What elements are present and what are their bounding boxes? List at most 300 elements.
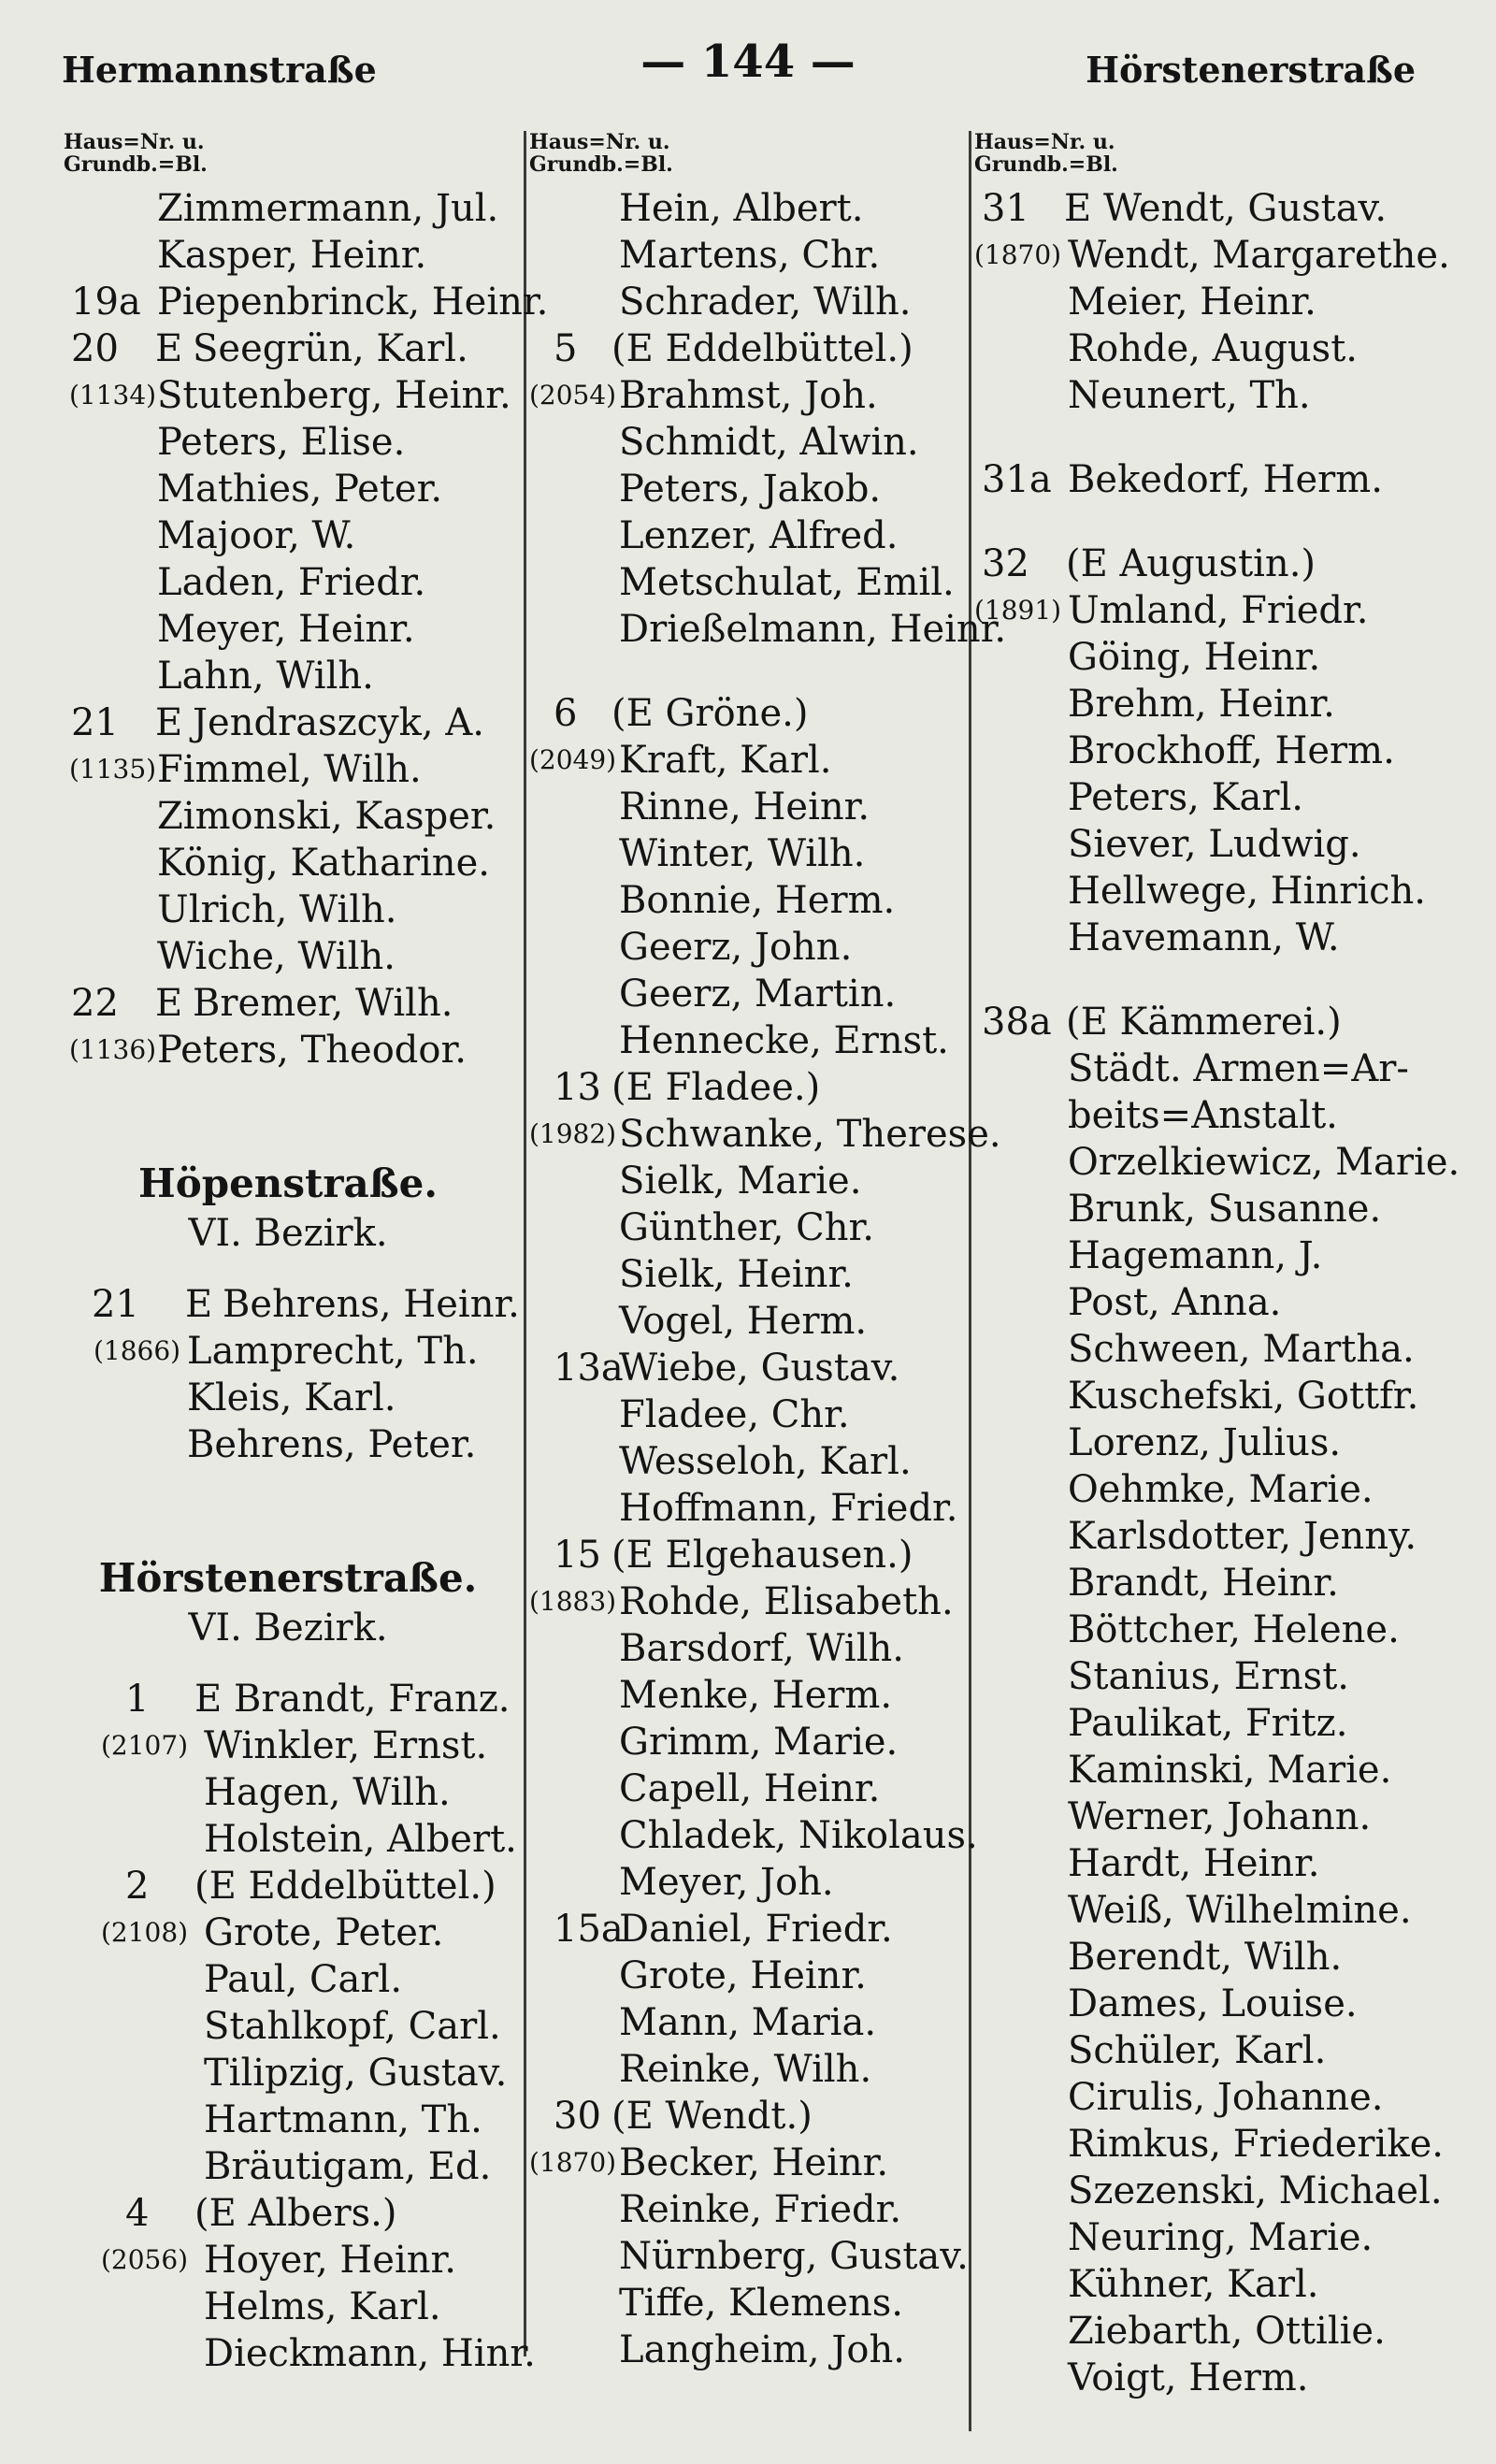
resident-name: Mann, Maria. bbox=[619, 2001, 877, 2044]
resident-name: Siever, Ludwig. bbox=[1068, 823, 1361, 866]
directory-entry bbox=[64, 2237, 512, 2284]
resident-name: Meyer, Heinr. bbox=[157, 608, 415, 651]
resident-name: Barsdorf, Wilh. bbox=[619, 1627, 904, 1670]
resident-name: Wiebe, Gustav. bbox=[619, 1347, 900, 1390]
directory-entry bbox=[974, 634, 1460, 681]
column-header-line: Grundb.=Bl. bbox=[529, 152, 673, 177]
resident-name: Brandt, Heinr. bbox=[1068, 1562, 1339, 1605]
directory-entry bbox=[974, 1513, 1460, 1560]
directory-entry bbox=[64, 1421, 512, 1468]
directory-entry bbox=[64, 466, 512, 512]
resident-name: Hein, Albert. bbox=[619, 187, 864, 230]
directory-entry bbox=[64, 1816, 517, 1863]
directory-entry bbox=[64, 2190, 512, 2237]
land-register-number: (1883) bbox=[529, 1586, 617, 1617]
resident-name: Mathies, Peter. bbox=[157, 468, 443, 511]
directory-entry bbox=[974, 1653, 1460, 1700]
land-register-number: (1870) bbox=[974, 239, 1062, 270]
land-register-number: (2108) bbox=[101, 1917, 189, 1948]
directory-entry bbox=[974, 279, 1460, 325]
resident-name: Hoffmann, Friedr. bbox=[619, 1487, 958, 1530]
resident-name: Geerz, John. bbox=[619, 926, 853, 969]
resident-name: Metschulat, Emil. bbox=[619, 561, 955, 604]
resident-name: Städt. Armen=Ar- bbox=[1068, 1047, 1409, 1090]
resident-name: Brockhoff, Herm. bbox=[1068, 729, 1395, 772]
resident-name: Kleis, Karl. bbox=[187, 1376, 396, 1419]
directory-entry bbox=[64, 559, 512, 606]
land-register-number: (1135) bbox=[69, 754, 157, 785]
page-number: — 144 — bbox=[640, 36, 856, 88]
resident-name: Seegrün, Karl. bbox=[193, 327, 468, 370]
resident-name: Schüler, Karl. bbox=[1068, 2029, 1327, 2072]
directory-entry bbox=[64, 793, 512, 840]
directory-entry bbox=[529, 1672, 969, 1719]
resident-name: Kühner, Karl. bbox=[1068, 2263, 1319, 2306]
resident-name: Kasper, Heinr. bbox=[157, 234, 427, 277]
resident-name: Kaminski, Marie. bbox=[1068, 1749, 1392, 1792]
resident-name: Umland, Friedr. bbox=[1068, 589, 1369, 632]
directory-entry bbox=[529, 512, 969, 559]
column-header-line: Haus=Nr. u. bbox=[529, 130, 670, 154]
resident-name: Hellwege, Hinrich. bbox=[1068, 870, 1426, 913]
resident-name: Sielk, Heinr. bbox=[619, 1253, 854, 1296]
resident-name: (E Gröne.) bbox=[611, 692, 809, 735]
directory-entry bbox=[529, 1345, 969, 1391]
column-header bbox=[64, 131, 512, 185]
land-register-number: (2056) bbox=[101, 2244, 189, 2275]
directory-entry bbox=[64, 980, 512, 1027]
resident-name: Kuschefski, Gottfr. bbox=[1068, 1375, 1419, 1418]
directory-entry bbox=[974, 540, 1460, 587]
resident-name: Hoyer, Heinr. bbox=[204, 2239, 456, 2282]
resident-name: (E Albers.) bbox=[194, 2192, 397, 2235]
resident-name: Werner, Johann. bbox=[1068, 1795, 1372, 1838]
resident-name: Szezenski, Michael. bbox=[1068, 2169, 1443, 2212]
resident-name: (E Augustin.) bbox=[1066, 542, 1316, 585]
directory-entry bbox=[529, 232, 969, 279]
directory-entry bbox=[974, 1607, 1460, 1653]
directory-entry bbox=[529, 1204, 969, 1251]
directory-entry bbox=[64, 232, 512, 279]
directory-entry bbox=[529, 1906, 969, 1952]
resident-name: Peters, Jakob. bbox=[619, 468, 882, 511]
directory-entry bbox=[529, 2327, 969, 2373]
resident-name: Geerz, Martin. bbox=[619, 973, 897, 1016]
directory-entry bbox=[974, 185, 1460, 232]
directory-entry bbox=[529, 419, 969, 466]
directory-entry bbox=[64, 933, 512, 980]
directory-entry bbox=[974, 1794, 1460, 1840]
resident-name: Lorenz, Julius. bbox=[1068, 1421, 1342, 1464]
directory-entry bbox=[529, 1532, 969, 1578]
directory-entry bbox=[974, 1419, 1460, 1466]
resident-name: Schmidt, Alwin. bbox=[619, 421, 919, 464]
directory-entry bbox=[64, 2003, 512, 2050]
column-1 bbox=[64, 130, 549, 2377]
resident-name: Cirulis, Johanne. bbox=[1068, 2076, 1384, 2119]
resident-name: (E Kämmerei.) bbox=[1066, 1001, 1342, 1044]
directory-entry bbox=[974, 2261, 1460, 2308]
resident-name: Havemann, W. bbox=[1068, 916, 1340, 959]
house-number: 13 bbox=[554, 1066, 601, 1109]
column-header bbox=[974, 131, 1460, 185]
directory-entry bbox=[974, 1373, 1460, 1419]
directory-entry bbox=[64, 699, 512, 746]
resident-name: Brunk, Susanne. bbox=[1068, 1188, 1382, 1231]
resident-name: Neunert, Th. bbox=[1068, 374, 1311, 417]
district-label: VI. Bezirk. bbox=[188, 1212, 388, 1255]
resident-name: Dieckmann, Hinr. bbox=[204, 2332, 536, 2375]
house-number: 31a bbox=[982, 458, 1052, 501]
resident-name: Dames, Louise. bbox=[1068, 1982, 1358, 2025]
directory-entry bbox=[974, 821, 1460, 868]
resident-name: (E Fladee.) bbox=[611, 1066, 821, 1109]
resident-name: Orzelkiewicz, Marie. bbox=[1068, 1141, 1460, 1184]
column-header-line: Grundb.=Bl. bbox=[64, 152, 208, 177]
directory-entry bbox=[974, 915, 1460, 961]
directory-entry bbox=[974, 1232, 1460, 1279]
resident-name: König, Katharine. bbox=[157, 842, 490, 885]
land-register-number: (1870) bbox=[529, 2147, 617, 2178]
land-register-number: (2107) bbox=[101, 1730, 189, 1761]
column-3 bbox=[974, 131, 1460, 2401]
directory-entry bbox=[64, 1956, 512, 2003]
directory-entry bbox=[529, 1438, 969, 1485]
house-number: 15a bbox=[554, 1908, 624, 1951]
resident-name: Hennecke, Ernst. bbox=[619, 1019, 949, 1062]
directory-entry bbox=[974, 999, 1460, 1045]
resident-name: Böttcher, Helene. bbox=[1068, 1608, 1400, 1651]
resident-name: Winter, Wilh. bbox=[619, 832, 866, 875]
resident-name: Hardt, Heinr. bbox=[1068, 1842, 1320, 1885]
resident-name: Ziebarth, Ottilie. bbox=[1068, 2310, 1386, 2353]
house-number: 32 bbox=[982, 542, 1029, 585]
directory-entry bbox=[64, 2284, 512, 2330]
running-head-left: Hermannstraße bbox=[62, 49, 377, 91]
resident-name: Menke, Herm. bbox=[619, 1674, 893, 1717]
house-number: 30 bbox=[554, 2095, 601, 2138]
resident-name: (E Elgehausen.) bbox=[611, 1534, 913, 1577]
house-number: 1 bbox=[125, 1678, 150, 1721]
directory-entry bbox=[529, 1765, 969, 1812]
resident-name: Wiche, Wilh. bbox=[157, 935, 396, 978]
directory-entry bbox=[64, 1027, 512, 1073]
directory-entry bbox=[64, 653, 512, 699]
directory-entry bbox=[64, 886, 512, 933]
resident-name: Vogel, Herm. bbox=[619, 1300, 868, 1343]
resident-name: Neuring, Marie. bbox=[1068, 2216, 1374, 2259]
resident-name: Tiffe, Klemens. bbox=[619, 2282, 903, 2325]
resident-name: Peters, Karl. bbox=[1068, 776, 1303, 819]
directory-entry bbox=[64, 2050, 512, 2097]
resident-name: Günther, Chr. bbox=[619, 1206, 874, 1249]
resident-name: Capell, Heinr. bbox=[619, 1767, 881, 1810]
resident-name: Lenzer, Alfred. bbox=[619, 514, 899, 557]
resident-name: Göing, Heinr. bbox=[1068, 636, 1321, 679]
resident-name: Majoor, W. bbox=[157, 514, 356, 557]
resident-name: Laden, Friedr. bbox=[157, 561, 426, 604]
resident-name: Winkler, Ernst. bbox=[204, 1724, 488, 1767]
resident-name: Martens, Chr. bbox=[619, 234, 881, 277]
directory-entry bbox=[529, 2280, 969, 2327]
resident-name: Bekedorf, Herm. bbox=[1068, 458, 1383, 501]
directory-entry bbox=[529, 1578, 969, 1625]
owner-mark: E bbox=[194, 1678, 223, 1721]
resident-name: Schrader, Wilh. bbox=[619, 281, 912, 324]
directory-entry bbox=[529, 1952, 969, 1999]
resident-name: Helms, Karl. bbox=[204, 2285, 441, 2328]
resident-name: Rimkus, Friederike. bbox=[1068, 2123, 1444, 2166]
directory-entry bbox=[529, 2186, 969, 2233]
house-number: 6 bbox=[554, 692, 578, 735]
house-number: 13a bbox=[554, 1347, 624, 1390]
directory-entry bbox=[974, 1326, 1460, 1373]
column-rule bbox=[969, 131, 971, 2431]
resident-name: Wendt, Margarethe. bbox=[1068, 234, 1450, 277]
directory-entry bbox=[529, 1158, 969, 1204]
directory-entry bbox=[529, 325, 969, 372]
resident-name: Bonnie, Herm. bbox=[619, 879, 896, 922]
directory-entry bbox=[529, 2046, 969, 2093]
directory-entry bbox=[974, 2355, 1460, 2401]
resident-name: Hartmann, Th. bbox=[204, 2098, 482, 2141]
resident-name: Reinke, Wilh. bbox=[619, 2048, 872, 2091]
resident-name: Rinne, Heinr. bbox=[619, 785, 870, 829]
resident-name: Oehmke, Marie. bbox=[1068, 1468, 1374, 1511]
resident-name: Schwanke, Therese. bbox=[619, 1113, 1001, 1156]
directory-entry bbox=[529, 1017, 969, 1064]
directory-entry bbox=[974, 868, 1460, 915]
directory-entry bbox=[529, 1812, 978, 1859]
resident-name: Grote, Heinr. bbox=[619, 1954, 867, 1997]
resident-name: Zimmermann, Jul. bbox=[157, 187, 499, 230]
house-number: 5 bbox=[554, 327, 578, 370]
resident-name: Holstein, Albert. bbox=[204, 1818, 517, 1861]
directory-entry bbox=[974, 1279, 1460, 1326]
directory-entry bbox=[529, 690, 969, 737]
directory-entry bbox=[529, 372, 969, 419]
directory-entry bbox=[529, 2093, 969, 2140]
resident-name: Grote, Peter. bbox=[204, 1911, 444, 1954]
owner-mark: E bbox=[1064, 187, 1092, 230]
resident-name: Bremer, Wilh. bbox=[193, 982, 453, 1025]
directory-entry bbox=[529, 1859, 969, 1906]
land-register-number: (1982) bbox=[529, 1118, 617, 1149]
directory-entry bbox=[974, 1887, 1460, 1934]
resident-name: Drießelmann, Heinr. bbox=[619, 608, 1007, 651]
directory-entry bbox=[974, 2308, 1460, 2355]
page-header bbox=[0, 36, 1496, 101]
resident-name: Fimmel, Wilh. bbox=[157, 748, 422, 791]
resident-name: Peters, Theodor. bbox=[157, 1029, 467, 1072]
directory-entry bbox=[529, 1064, 969, 1111]
land-register-number: (1134) bbox=[69, 380, 157, 411]
resident-name: Post, Anna. bbox=[1068, 1281, 1282, 1324]
resident-name: Rohde, August. bbox=[1068, 327, 1358, 370]
resident-name: Paul, Carl. bbox=[204, 1958, 403, 2001]
resident-name: Ulrich, Wilh. bbox=[157, 888, 397, 931]
resident-name: Stutenberg, Heinr. bbox=[157, 374, 511, 417]
directory-entry bbox=[529, 1251, 969, 1298]
directory-entry bbox=[529, 924, 969, 971]
directory-entry bbox=[529, 1111, 1001, 1158]
resident-name: Hagemann, J. bbox=[1068, 1234, 1323, 1277]
resident-name: Grimm, Marie. bbox=[619, 1721, 899, 1764]
directory-entry bbox=[529, 559, 969, 606]
house-number: 15 bbox=[554, 1534, 601, 1577]
directory-entry bbox=[529, 877, 969, 924]
directory-entry bbox=[64, 1722, 512, 1769]
resident-name: (E Wendt.) bbox=[611, 2095, 813, 2138]
directory-entry bbox=[974, 1186, 1460, 1232]
resident-name: Chladek, Nikolaus. bbox=[619, 1814, 978, 1857]
column-rule bbox=[524, 131, 526, 2356]
directory-entry bbox=[974, 456, 1460, 503]
resident-name: Peters, Elise. bbox=[157, 421, 406, 464]
directory-entry bbox=[529, 1485, 969, 1532]
directory-entry bbox=[64, 1328, 512, 1375]
directory-entry bbox=[974, 774, 1460, 821]
resident-name: Rohde, Elisabeth. bbox=[619, 1580, 954, 1623]
directory-entry bbox=[64, 1676, 512, 1722]
house-number: 4 bbox=[125, 2192, 150, 2235]
directory-entry bbox=[64, 185, 512, 232]
directory-entry bbox=[64, 1375, 512, 1421]
owner-mark: E bbox=[155, 327, 183, 370]
land-register-number: (2054) bbox=[529, 380, 617, 411]
resident-name: Bräutigam, Ed. bbox=[204, 2145, 492, 2188]
resident-name: Brandt, Franz. bbox=[234, 1678, 511, 1721]
street-heading: Höpenstraße. bbox=[138, 1160, 438, 1206]
directory-entry bbox=[529, 606, 1007, 653]
house-number: 19a bbox=[71, 281, 141, 324]
directory-entry bbox=[974, 2168, 1460, 2214]
resident-name: Langheim, Joh. bbox=[619, 2328, 905, 2371]
resident-name: Weiß, Wilhelmine. bbox=[1068, 1889, 1412, 1932]
directory-entry bbox=[974, 325, 1460, 372]
resident-name: Lahn, Wilh. bbox=[157, 655, 374, 698]
column-header-line: Haus=Nr. u. bbox=[64, 130, 205, 154]
resident-name: Meier, Heinr. bbox=[1068, 281, 1316, 324]
resident-name: Karlsdotter, Jenny. bbox=[1068, 1515, 1417, 1558]
resident-name: Daniel, Friedr. bbox=[619, 1908, 893, 1951]
land-register-number: (1866) bbox=[94, 1335, 181, 1366]
house-number: 21 bbox=[92, 1283, 139, 1326]
directory-entry bbox=[529, 1625, 969, 1672]
directory-entry bbox=[974, 681, 1460, 728]
column-header bbox=[529, 131, 969, 185]
directory-entry bbox=[64, 1863, 512, 1909]
owner-mark: E bbox=[155, 701, 183, 744]
resident-name: Nürnberg, Gustav. bbox=[619, 2235, 969, 2278]
directory-entry bbox=[974, 2214, 1460, 2261]
directory-entry bbox=[529, 2140, 969, 2186]
directory-entry bbox=[529, 1298, 969, 1345]
resident-name: Jendraszcyk, A. bbox=[193, 701, 484, 744]
directory-entry bbox=[529, 185, 969, 232]
running-head-right: Hörstenerstraße bbox=[1086, 49, 1416, 91]
owner-mark: E bbox=[185, 1283, 213, 1326]
resident-name: Stanius, Ernst. bbox=[1068, 1655, 1349, 1698]
directory-entry bbox=[974, 1139, 1460, 1186]
land-register-number: (2049) bbox=[529, 744, 617, 775]
directory-entry bbox=[974, 2074, 1460, 2121]
resident-name: Berendt, Wilh. bbox=[1068, 1936, 1343, 1979]
directory-entry bbox=[974, 2027, 1460, 2074]
directory-entry bbox=[529, 466, 969, 512]
resident-name: Fladee, Chr. bbox=[619, 1393, 850, 1436]
resident-name: Reinke, Friedr. bbox=[619, 2188, 902, 2231]
resident-name: Brahmst, Joh. bbox=[619, 374, 878, 417]
house-number: 2 bbox=[125, 1865, 150, 1908]
directory-entry bbox=[64, 1281, 520, 1328]
column-header-line: Haus=Nr. u. bbox=[974, 130, 1115, 154]
directory-entry bbox=[64, 1769, 512, 1816]
resident-name: Wendt, Gustav. bbox=[1103, 187, 1388, 230]
land-register-number: (1891) bbox=[974, 595, 1062, 626]
directory-entry bbox=[64, 840, 512, 886]
directory-entry bbox=[529, 1999, 969, 2046]
directory-entry bbox=[529, 1719, 969, 1765]
directory-entry bbox=[974, 372, 1460, 419]
directory-entry bbox=[974, 1466, 1460, 1513]
directory-entry bbox=[64, 279, 549, 325]
directory-entry bbox=[974, 1700, 1460, 1747]
directory-entry bbox=[974, 1934, 1460, 1981]
directory-entry bbox=[64, 512, 512, 559]
resident-name: Behrens, Peter. bbox=[187, 1423, 477, 1466]
directory-entry bbox=[64, 2097, 512, 2143]
directory-entry bbox=[64, 1909, 512, 1956]
resident-name: Wesseloh, Karl. bbox=[619, 1440, 912, 1483]
house-number: 22 bbox=[71, 982, 119, 1025]
directory-entry bbox=[974, 728, 1460, 774]
directory-entry bbox=[974, 1981, 1460, 2027]
directory-entry bbox=[529, 279, 969, 325]
resident-name: Brehm, Heinr. bbox=[1068, 683, 1335, 726]
resident-name: Lamprecht, Th. bbox=[187, 1330, 479, 1373]
resident-name: (E Eddelbüttel.) bbox=[194, 1865, 496, 1908]
directory-entry bbox=[529, 971, 969, 1017]
resident-name: Paulikat, Fritz. bbox=[1068, 1702, 1348, 1745]
resident-name: Hagen, Wilh. bbox=[204, 1771, 451, 1814]
directory-entry bbox=[529, 1391, 969, 1438]
house-number: 21 bbox=[71, 701, 119, 744]
directory-entry bbox=[529, 737, 969, 784]
house-number: 31 bbox=[982, 187, 1029, 230]
directory-entry bbox=[974, 2121, 1460, 2168]
directory-entry bbox=[974, 587, 1460, 634]
directory-entry bbox=[529, 2233, 969, 2280]
resident-name: Tilipzig, Gustav. bbox=[204, 2052, 508, 2095]
resident-name: Sielk, Marie. bbox=[619, 1160, 862, 1203]
resident-name: Behrens, Heinr. bbox=[223, 1283, 520, 1326]
directory-entry bbox=[974, 1840, 1460, 1887]
resident-name: Kraft, Karl. bbox=[619, 739, 832, 782]
land-register-number: (1136) bbox=[69, 1034, 157, 1065]
directory-entry bbox=[64, 2330, 536, 2377]
house-number: 20 bbox=[71, 327, 119, 370]
owner-mark: E bbox=[155, 982, 183, 1025]
directory-entry bbox=[529, 784, 969, 830]
column-header-line: Grundb.=Bl. bbox=[974, 152, 1118, 177]
directory-entry bbox=[64, 419, 512, 466]
house-number: 38a bbox=[982, 1001, 1052, 1044]
directory-entry bbox=[974, 1092, 1460, 1139]
resident-name: Meyer, Joh. bbox=[619, 1861, 834, 1904]
resident-name: beits=Anstalt. bbox=[1068, 1094, 1338, 1137]
street-heading: Hörstenerstraße. bbox=[98, 1555, 478, 1601]
